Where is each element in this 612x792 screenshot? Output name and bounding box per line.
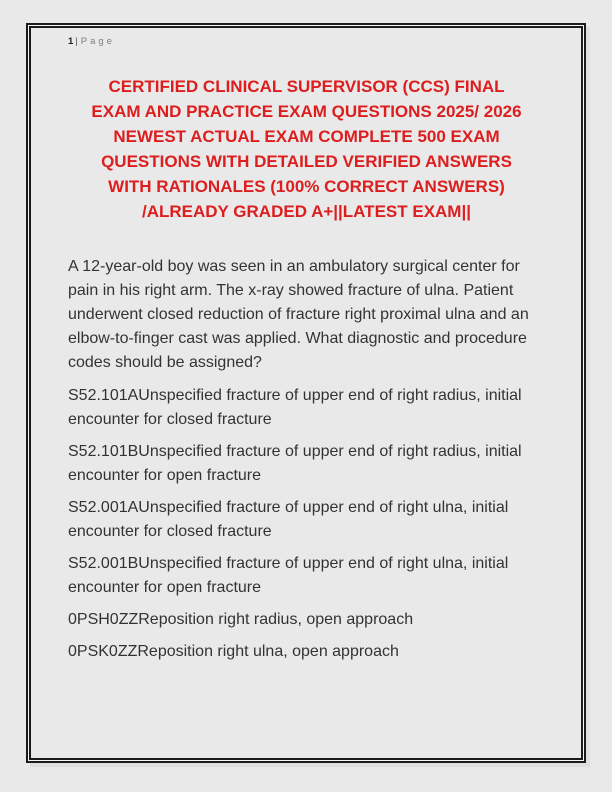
title-line: QUESTIONS WITH DETAILED VERIFIED ANSWERS xyxy=(101,152,512,171)
question-text: A 12-year-old boy was seen in an ambulatory surgical center for pain in his right arm. The x-ray showed fracture of ulna. Patient underwent closed reduction of fracture right proximal ulna and an elbow-to-finger cast was applied. What diagnostic and procedure codes should be assigned? xyxy=(68,258,529,371)
page-label: Page xyxy=(80,36,115,47)
answer-option: 0PSH0ZZReposition right radius, open approach xyxy=(68,611,414,628)
answer-option: S52.001AUnspecified fracture of upper end of right ulna, initial encounter for closed fracture xyxy=(68,499,509,540)
answer-option: S52.101AUnspecified fracture of upper end of right radius, initial encounter for closed fracture xyxy=(68,387,522,428)
title-line: EXAM AND PRACTICE EXAM QUESTIONS 2025/ 2026 xyxy=(91,102,522,121)
answer-option: S52.001BUnspecified fracture of upper end of right ulna, initial encounter for open fracture xyxy=(68,555,509,596)
page-border-inner xyxy=(29,26,583,760)
answer-option: 0PSK0ZZReposition right ulna, open approach xyxy=(68,643,399,660)
document-page xyxy=(31,28,581,758)
answer-option: S52.101BUnspecified fracture of upper end of right radius, initial encounter for open fracture xyxy=(68,443,522,484)
title-line: CERTIFIED CLINICAL SUPERVISOR (CCS) FINAL xyxy=(108,77,505,96)
title-line: NEWEST ACTUAL EXAM COMPLETE 500 EXAM xyxy=(113,127,500,146)
title-line: /ALREADY GRADED A+||LATEST EXAM|| xyxy=(142,202,471,221)
page-border xyxy=(26,23,586,763)
title-line: WITH RATIONALES (100% CORRECT ANSWERS) xyxy=(108,177,505,196)
document-title xyxy=(68,74,545,224)
page-number: 1 xyxy=(68,36,74,47)
page-header-separator: | xyxy=(75,36,79,47)
page-header xyxy=(68,36,545,48)
